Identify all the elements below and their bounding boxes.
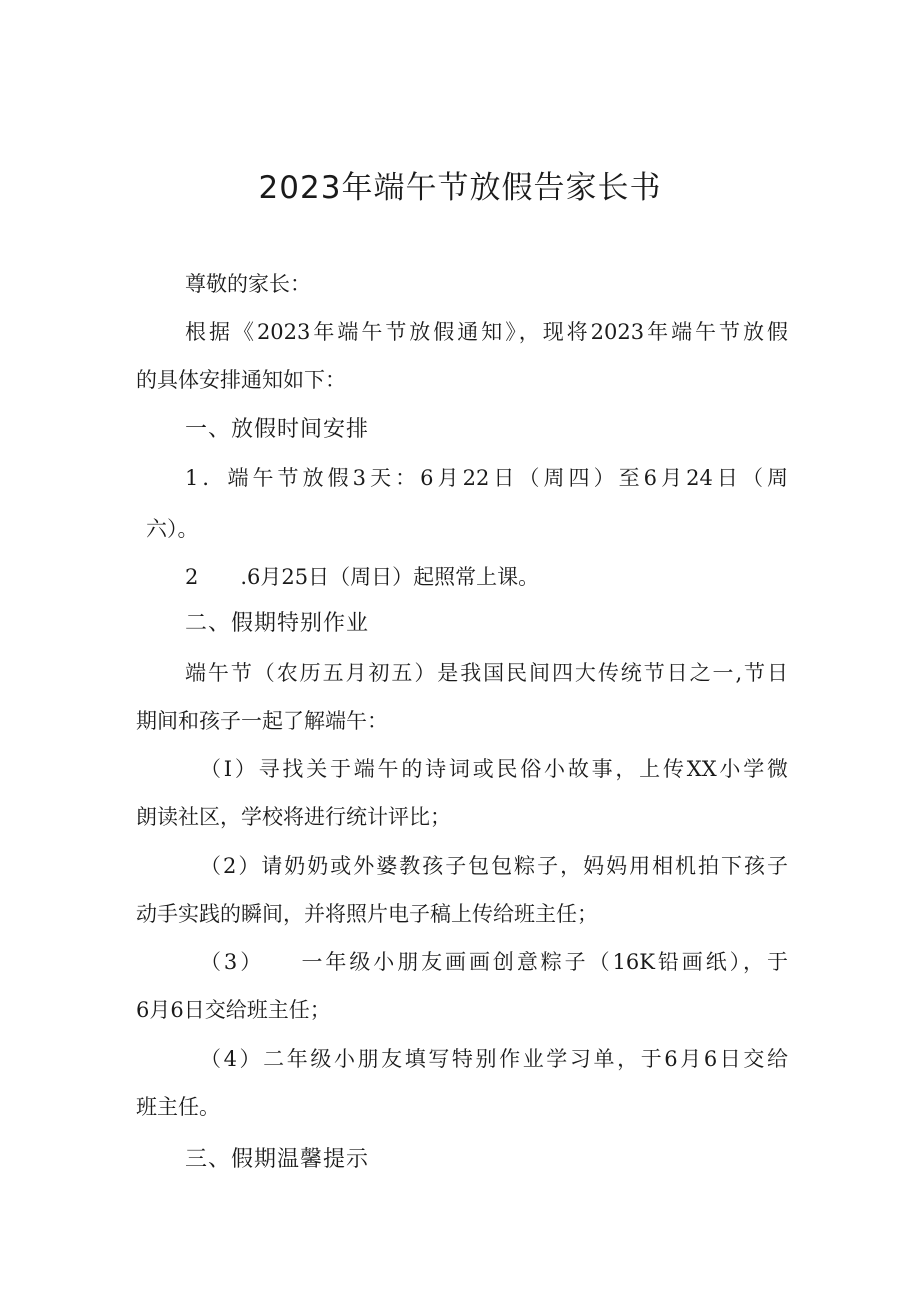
task-3-line-2: 6月6日交给班主任； [136, 998, 331, 1022]
section-2-intro-line-1: 端午节（农历五月初五）是我国民间四大传统节日之一,节日 [185, 661, 788, 685]
salutation: 尊敬的家长： [185, 272, 311, 296]
section-1-item-1-line-2: 六）。 [146, 517, 199, 541]
task-1-line-1: （I）寻找关于端午的诗词或民俗小故事，上传XX小学微 [200, 757, 788, 781]
section-2-heading: 二、假期特别作业 [185, 611, 370, 636]
section-2-intro-line-2: 期间和孩子一起了解端午： [136, 709, 388, 733]
intro-line-2: 的具体安排通知如下： [136, 368, 346, 392]
task-2-line-2: 动手实践的瞬间，并将照片电子稿上传给班主任； [136, 902, 598, 926]
document-title: 2023年端午节放假告家长书 [258, 170, 662, 206]
task-3-line-1: （3） 一年级小朋友画画创意粽子（16K铅画纸），于 [200, 950, 788, 974]
intro-line-1: 根据《2023年端午节放假通知》，现将2023年端午节放假 [185, 320, 788, 344]
section-1-item-2: 2 .6月25日（周日）起照常上课。 [185, 565, 540, 589]
task-2-line-1: （2）请奶奶或外婆教孩子包包粽子，妈妈用相机拍下孩子 [200, 854, 788, 878]
task-1-line-2: 朗读社区，学校将进行统计评比； [136, 805, 451, 829]
section-1-item-1-line-1: 1．端午节放假3天：6月22日（周四）至6月24日（周 [185, 466, 788, 490]
task-4-line-2: 班主任。 [136, 1095, 220, 1119]
section-1-heading: 一、放假时间安排 [185, 417, 370, 442]
task-4-line-1: （4）二年级小朋友填写特别作业学习单，于6月6日交给 [200, 1047, 788, 1071]
section-3-heading: 三、假期温馨提示 [185, 1147, 370, 1172]
